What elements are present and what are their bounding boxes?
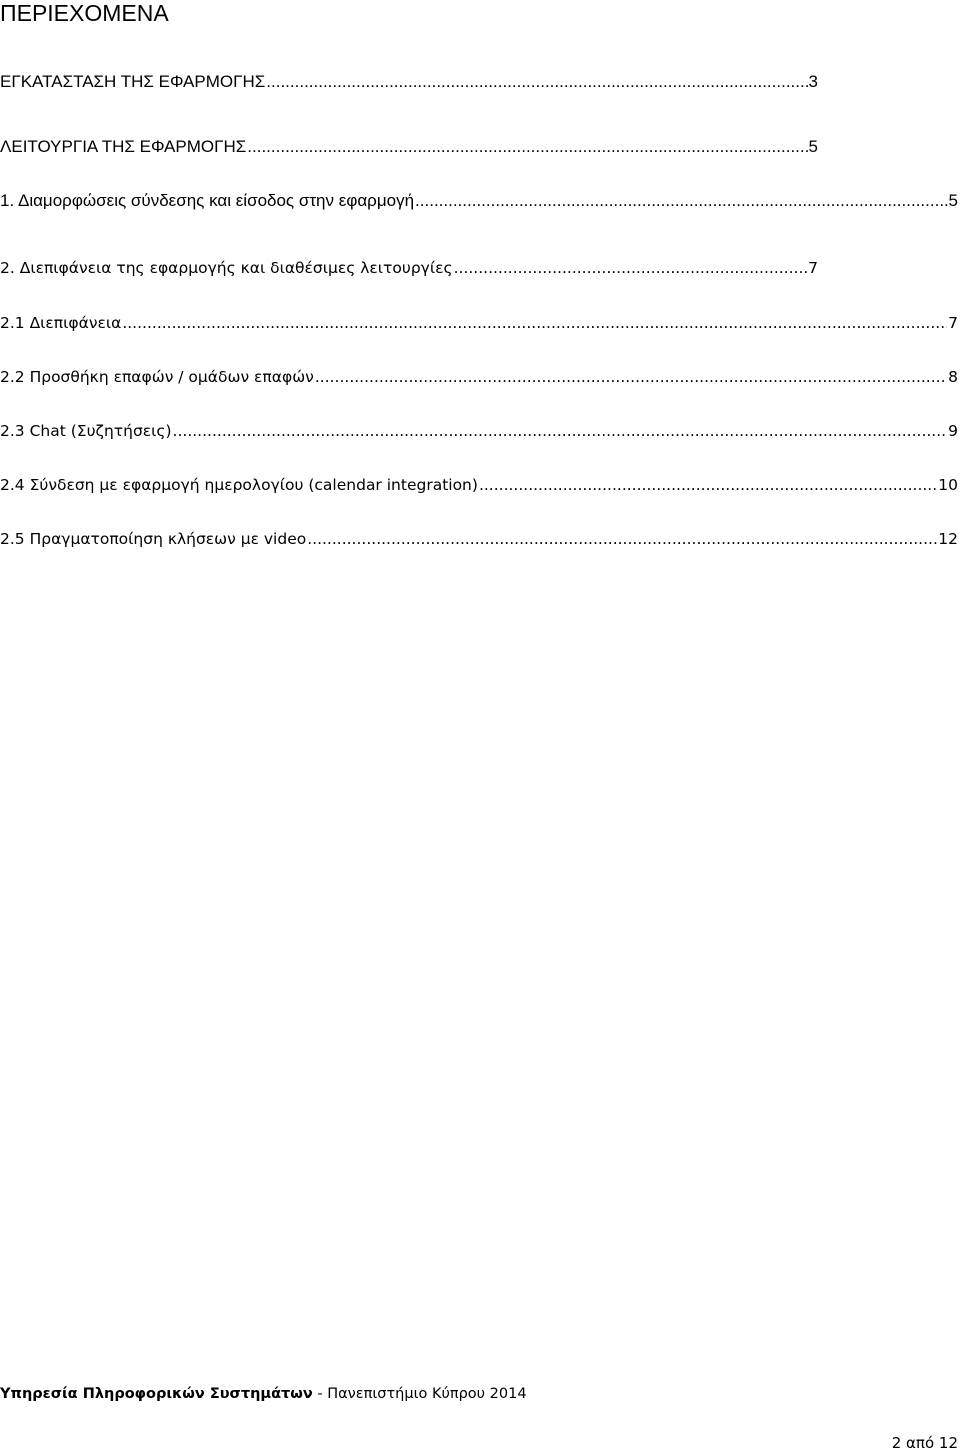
toc-entry-label: 2. Διεπιφάνεια της εφαρμογής και διαθέσιμες λειτουργίες xyxy=(0,259,453,277)
toc-leader-dots xyxy=(247,136,807,158)
footer-separator: - xyxy=(312,1386,328,1402)
toc-entry-installation[interactable] xyxy=(0,71,818,93)
toc-entry-section-2-2[interactable] xyxy=(0,366,958,388)
toc-entry-section-2[interactable] xyxy=(0,257,818,279)
toc-leader-dots xyxy=(315,366,947,388)
toc-page-number: 7 xyxy=(808,259,818,277)
toc-leader-dots xyxy=(479,474,937,496)
toc-page-number: 3 xyxy=(808,72,818,91)
toc-entry-section-1[interactable] xyxy=(0,190,958,212)
toc-leader-dots xyxy=(307,528,937,550)
toc-entry-operation[interactable] xyxy=(0,136,818,158)
toc-entry-label: 2.3 Chat (Συζητήσεις) xyxy=(0,422,172,440)
toc-entry-section-2-4[interactable] xyxy=(0,474,958,496)
toc-page-number: 7 xyxy=(948,314,958,332)
toc-entry-label: 2.5 Πραγματοποίηση κλήσεων με video xyxy=(0,530,307,548)
toc-leader-dots xyxy=(173,420,948,442)
toc-page-number: 8 xyxy=(948,368,958,386)
toc-entry-section-2-1[interactable] xyxy=(0,312,958,334)
toc-page-number: 10 xyxy=(938,476,958,494)
toc-page-number: 5 xyxy=(808,137,818,156)
toc-leader-dots xyxy=(415,190,947,212)
toc-entry-label: 2.2 Προσθήκη επαφών / ομάδων επαφών xyxy=(0,368,314,386)
footer-org-bold: Υπηρεσία Πληροφορικών Συστημάτων xyxy=(0,1386,313,1402)
toc-leader-dots xyxy=(122,312,947,334)
toc-entry-label: ΛΕΙΤΟΥΡΓΙΑ ΤΗΣ ΕΦΑΡΜΟΓΗΣ xyxy=(0,137,247,156)
page-title: ΠΕΡΙΕΧΟΜΕΝΑ xyxy=(0,0,169,26)
toc-entry-label: 2.1 Διεπιφάνεια xyxy=(0,314,122,332)
toc-page-number: 5 xyxy=(948,191,958,210)
footer-page-number: 2 από 12 xyxy=(891,1434,958,1452)
toc-leader-dots xyxy=(454,257,808,279)
toc-leader-dots xyxy=(266,71,807,93)
toc-entry-section-2-3[interactable] xyxy=(0,420,958,442)
toc-page-number: 12 xyxy=(938,530,958,548)
toc-entry-section-2-5[interactable] xyxy=(0,528,958,550)
toc-entry-label: ΕΓΚΑΤΑΣΤΑΣΗ ΤΗΣ ΕΦΑΡΜΟΓΗΣ xyxy=(0,72,266,91)
toc-entry-label: 1. Διαμορφώσεις σύνδεσης και είσοδος στην εφαρμογή xyxy=(0,191,415,210)
toc-page-number: 9 xyxy=(948,422,958,440)
footer-org-rest: Πανεπιστήμιο Κύπρου 2014 xyxy=(327,1386,527,1402)
toc-entry-label: 2.4 Σύνδεση με εφαρμογή ημερολογίου (calendar integration) xyxy=(0,476,478,494)
footer-organization xyxy=(0,1384,527,1404)
